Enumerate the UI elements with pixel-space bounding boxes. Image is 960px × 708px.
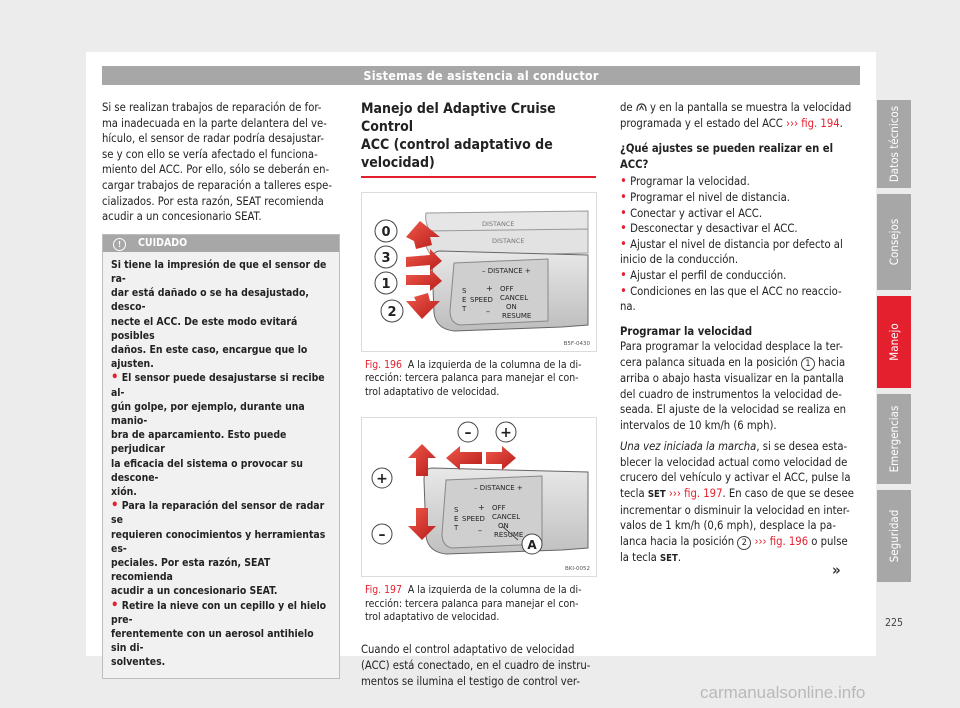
svg-text:+: + <box>486 284 493 293</box>
set-key-label: SET <box>647 489 666 501</box>
acc-paragraph: Cuando el control adaptativo de velocidad (ACC) está conectado, en el cuadro de instru- mentos se ilumina el testigo de control ver- <box>361 643 591 688</box>
tab-emergencias[interactable]: Emergencias <box>877 394 911 484</box>
question-heading: ¿Qué ajustes se pueden realizar en el ACC? <box>620 142 834 171</box>
cruise-control-lever <box>424 468 588 554</box>
list-item: • Conectar y activar el ACC. <box>620 205 763 221</box>
svg-text:T: T <box>462 305 467 313</box>
acc-warning-lamp-icon <box>636 103 647 112</box>
settings-list <box>620 174 860 314</box>
svg-text:S: S <box>454 506 459 515</box>
svg-text:DISTANCE: DISTANCE <box>492 237 525 245</box>
svg-text:SPEED: SPEED <box>462 515 485 524</box>
speed-paragraph: Para programar la velocidad desplace la ter- cera palanca situada en la posición 1 hacia arriba o abajo hasta visualizar en la pantalla del cuadro de instrumentos la velocidad de- seada. El ajuste de la velocidad se realiza en intervalos de 10 km/h (6 mph). <box>620 340 847 432</box>
list-item: • Ajustar el nivel de distancia por defecto al inicio de la conducción. <box>620 236 843 267</box>
position-label-0: 0 <box>381 225 391 240</box>
figure-197 <box>361 417 597 577</box>
svg-text:– DISTANCE +: – DISTANCE + <box>474 484 523 493</box>
label-a: A <box>527 538 537 553</box>
svg-text:RESUME: RESUME <box>494 531 524 540</box>
cruise-control-lever <box>432 251 588 331</box>
caution-icon: ! <box>113 238 126 251</box>
svg-text:OFF: OFF <box>492 504 506 513</box>
figure-197-caption: Fig. 197 A la izquierda de la columna de la di- rección: tercera palanca para manejar el con- trol adaptativo de velocidad. <box>365 584 582 624</box>
position-marker-2: 2 <box>737 536 751 550</box>
subsection-heading: Programar la velocidad <box>620 324 753 338</box>
svg-text:ON: ON <box>498 522 509 531</box>
intro-paragraph: Si se realizan trabajos de reparación de for- ma inadecuada en la parte delantera del ve- hículo, el sensor de radar podría desajustar- se y con ello se vería afectado el funciona- miento del ACC. Por ello, sólo se deberán en- cargar trabajos de reparación a talleres espe- cializados. Por esta razón, SEAT recomienda acudir a un concesionario SEAT. <box>102 101 332 224</box>
section-title: Manejo del Adaptive Cruise Control ACC (control adaptativo de velocidad) <box>361 100 596 178</box>
position-label-1: 1 <box>381 277 391 292</box>
caution-bullet: • Para la reparación del sensor de radar se requieren conocimientos y herramientas es- peciales. Por esta razón, SEAT recomienda acudir a un concesionario SEAT. <box>111 498 326 598</box>
label-plus-top: + <box>500 425 512 442</box>
svg-text:DISTANCE: DISTANCE <box>482 220 515 228</box>
list-item: • Desconectar y desactivar el ACC. <box>620 221 798 237</box>
continue-arrow: » <box>832 561 841 579</box>
list-item: • Programar la velocidad. <box>620 174 750 190</box>
caution-header: ! CUIDADO <box>103 235 339 252</box>
list-item: • Condiciones en las que el ACC no reaccio- na. <box>620 283 842 314</box>
column-middle <box>361 100 596 689</box>
svg-text:ON: ON <box>506 303 517 311</box>
svg-text:–: – <box>486 307 490 316</box>
column-left <box>102 100 340 679</box>
tab-datos-tecnicos[interactable]: Datos técnicos <box>877 100 911 188</box>
tab-manejo[interactable]: Manejo <box>877 296 911 388</box>
position-label-2: 2 <box>387 305 397 320</box>
svg-text:CANCEL: CANCEL <box>500 294 529 302</box>
position-marker-1: 1 <box>801 357 815 371</box>
svg-text:–: – <box>478 526 482 536</box>
lever-buttons-illustration <box>362 418 596 576</box>
set-paragraph: Una vez iniciada la marcha, si se desea esta- blecer la velocidad actual como velocidad de crucero del vehículo y activar el ACC, pulse la tecla SET ››› fig. 197. En caso de que se desee incrementar o disminuir la velocidad en inter- valos de 1 km/h (0,6 mph), desplace la pa- lanca hacia la posición 2 ››› fig. 196 o pulse la tecla SET. <box>620 440 854 564</box>
label-plus-left: + <box>376 471 388 488</box>
svg-text:E: E <box>462 296 467 304</box>
svg-text:– DISTANCE +: – DISTANCE + <box>482 267 531 275</box>
arrow-distance-minus <box>446 446 482 470</box>
label-minus-top: – <box>464 425 472 442</box>
figure-196-caption: Fig. 196 A la izquierda de la columna de la di- rección: tercera palanca para manejar el con- trol adaptativo de velocidad. <box>365 359 582 398</box>
tab-consejos[interactable]: Consejos <box>877 194 911 290</box>
svg-text:SPEED: SPEED <box>470 296 493 304</box>
figure-code: B5F-0430 <box>563 341 590 347</box>
page-number: 225 <box>884 617 904 629</box>
position-label-3: 3 <box>381 251 391 266</box>
svg-text:E: E <box>454 515 459 524</box>
list-item: • Programar el nivel de distancia. <box>620 189 790 205</box>
figure-196 <box>361 192 597 352</box>
column-right <box>620 100 860 566</box>
label-minus-left: – <box>378 527 386 544</box>
caution-body: Si tiene la impresión de que el sensor de ra- dar está dañado o se ha desajustado, desco- necte el ACC. De este modo evitará posibles daños. En este caso, encargue que lo ajusten. • El sensor puede desajustarse si recibe al- gún golpe, por ejemplo, durante una manio- bra de aparcamiento. Esto puede perjudicar la eficacia del sistema o provocar su descone- xión. • Para la reparación del sensor de radar se requieren conocimientos y herramientas es- peciales. Por esta razón, SEAT recomienda acudir a un concesionario SEAT. • Retire la nieve con un cepillo y el hielo pre- ferentemente con un aerosol antihielo sin di- solventes. <box>103 252 339 678</box>
set-key-label: SET <box>660 552 678 564</box>
caution-box <box>102 234 340 679</box>
caution-bullet: • Retire la nieve con un cepillo y el hielo pre- ferentemente con un aerosol antihielo sin di- solventes. <box>111 597 327 669</box>
svg-text:T: T <box>454 524 459 533</box>
page-header: Sistemas de asistencia al conductor <box>102 66 860 85</box>
list-item: • Ajustar el perfil de conducción. <box>620 267 787 283</box>
tab-seguridad[interactable]: Seguridad <box>877 490 911 582</box>
arrow-distance-plus <box>486 446 516 470</box>
svg-text:S: S <box>462 287 467 295</box>
svg-text:RESUME: RESUME <box>502 312 532 320</box>
watermark: carmanualsonline.info <box>700 683 866 702</box>
svg-text:OFF: OFF <box>500 285 514 293</box>
caution-bullet: • El sensor puede desajustarse si recibe al- gún golpe, por ejemplo, durante una manio- bra de aparcamiento. Esto puede perjudicar la eficacia del sistema o provocar su descone- xión. <box>111 370 325 498</box>
svg-text:CANCEL: CANCEL <box>492 513 521 522</box>
svg-text:+: + <box>478 503 485 513</box>
figure-code: BKI-0052 <box>565 566 590 573</box>
continued-paragraph: de y en la pantalla se muestra la velocidad programada y el estado del ACC ››› fig. 194. <box>620 101 852 130</box>
lever-positions-illustration <box>362 193 596 351</box>
